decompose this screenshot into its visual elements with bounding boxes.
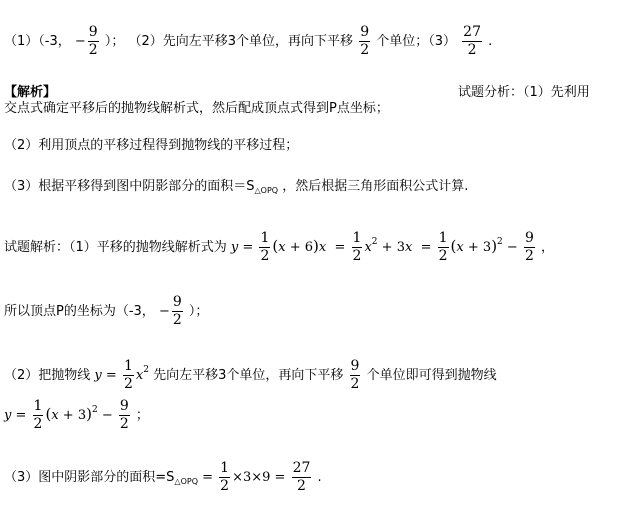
analysis-header-right: 试题分析：（1）先利用 [458,85,590,100]
fraction: $\frac{9}{2}$ [88,24,98,58]
solution-line-5: （3）图中阴影部分的面积$=S_{\triangle OPQ}$ = $\frac{1}{2}$ ×3×9 = $\frac{27}{2}$ . [4,460,322,494]
solution-line-2: 所以顶点P的坐标为（-3， − $\frac{9}{2}$ ）； [4,294,209,328]
analysis-header: 【解析】 [4,85,57,100]
answer-part-1: （1）（-3， [4,34,71,49]
analysis-line-1: 交点式确定平移后的抛物线解析式，然后配成顶点式得到P点坐标； [4,101,389,116]
fraction: $\frac{9}{2}$ [360,24,370,58]
answer-line: （1）（-3， − $\frac{9}{2}$ ）； （2）先向左平移3个单位，再向下平移 $\frac{9}{2}$ 个单位；（3） $\frac{27}{2}$ . [4,24,493,58]
solution-line-4: y = $\frac{1}{2}$ $(x + 3)^2$ − $\frac{9}{2}$ ； [4,398,149,432]
solution-line-1: 试题解析：（1）平移的抛物线解析式为 y = $\frac{1}{2}$ (x + 6)x = $\frac{1}{2}$ $x^2 + 3x$ = $\frac{1}{2}$ $(x + 3)^2$ − $\frac{9}{2}$ ， [4,230,555,264]
fraction: $\frac{27}{2}$ [463,24,481,58]
analysis-line-2: （2）利用顶点的平移过程得到抛物线的平移过程； [4,138,299,153]
analysis-line-3: （3）根据平移得到图中阴影部分的面积$=S_{\triangle OPQ}$ ，然后根据三角形面积公式计算. [4,179,469,195]
solution-line-3: （2）把抛物线 y = $\frac{1}{2}$ $x^2$ 先向左平移3个单位，再向下平移 $\frac{9}{2}$ 个单位即可得到抛物线 [4,358,497,392]
answer-part-2: （2）先向左平移3个单位，再向下平移 [128,34,354,49]
